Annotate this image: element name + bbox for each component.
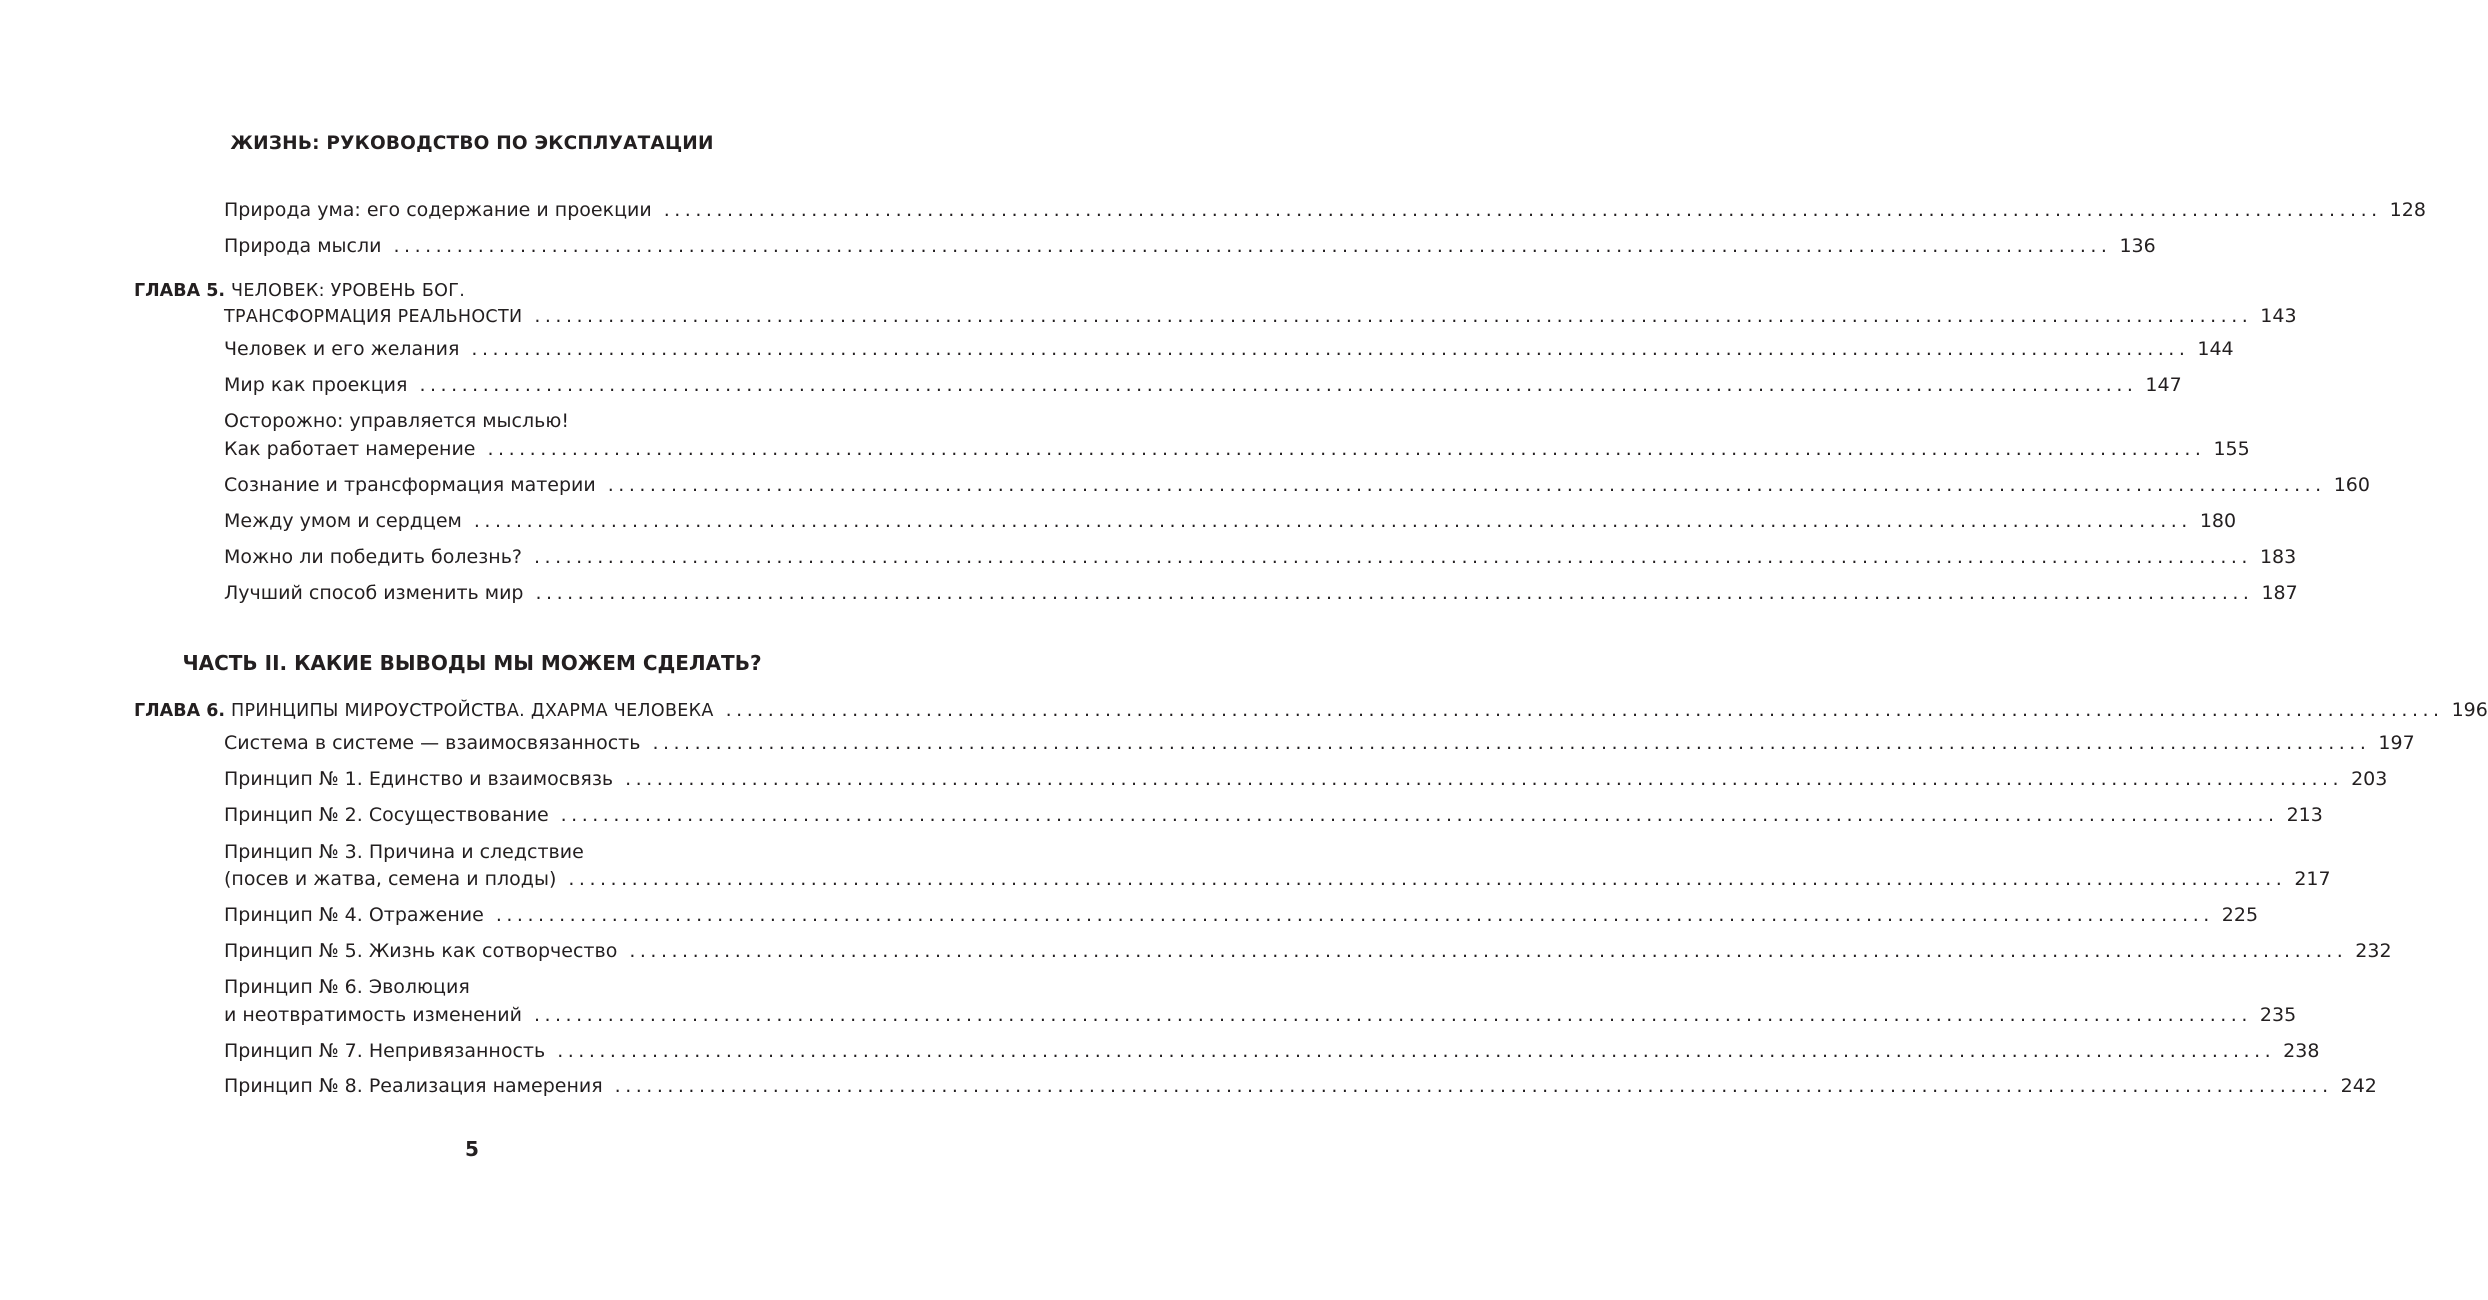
toc-entry-title: Принцип № 1. Единство и взаимосвязь: [224, 768, 614, 790]
chapter-page: 143: [2260, 305, 2297, 327]
toc-entry-page: 180: [2199, 510, 2237, 532]
toc-entry[interactable]: [224, 371, 2182, 399]
toc-entry-page: 235: [2259, 1004, 2297, 1026]
toc-entry-title: Принцип № 4. Отражение: [224, 904, 484, 926]
chapter-title-line1: ЧЕЛОВЕК: УРОВЕНЬ БОГ.: [231, 281, 466, 301]
toc-entry-page: 147: [2145, 374, 2182, 396]
chapter-title-line2: ТРАНСФОРМАЦИЯ РЕАЛЬНОСТИ: [224, 307, 523, 327]
toc-entry-title: Система в системе — взаимосвязанность: [224, 732, 641, 754]
toc-entry-page: 128: [2389, 199, 2426, 221]
dot-leader: ...................................................................................................................................................................: [629, 940, 2348, 962]
toc-entry[interactable]: [224, 1001, 2297, 1029]
toc-entry-page: 203: [2351, 768, 2388, 790]
toc-entry[interactable]: [224, 435, 2250, 463]
toc-entry[interactable]: [224, 1037, 2320, 1065]
toc-entry[interactable]: [224, 937, 2392, 965]
dot-leader: ...................................................................................................................................................................: [535, 582, 2254, 604]
toc-entry-title: Человек и его желания: [224, 338, 460, 360]
toc-entry-title: Природа мысли: [224, 235, 382, 257]
dot-leader: ...................................................................................................................................................................: [495, 904, 2214, 926]
toc-entry-page: 197: [2378, 732, 2415, 754]
toc-entry-title: Лучший способ изменить мир: [224, 582, 524, 604]
dot-leader: ...................................................................................................................................................................: [614, 1075, 2333, 1097]
dot-leader: ...................................................................................................................................................................: [419, 374, 2138, 396]
toc-entry-page: 136: [2119, 235, 2156, 257]
dot-leader: ...................................................................................................................................................................: [473, 510, 2192, 532]
toc-entry[interactable]: [224, 335, 2234, 363]
toc-entry[interactable]: [224, 801, 2323, 829]
toc-entry[interactable]: [224, 865, 2331, 893]
toc-entry-title: Принцип № 5. Жизнь как сотворчество: [224, 940, 618, 962]
toc-entry-page: 225: [2221, 904, 2259, 926]
dot-leader: ...................................................................................................................................................................: [663, 199, 2382, 221]
toc-entry-line1[interactable]: Осторожно: управляется мыслью!: [224, 410, 569, 432]
toc-entry-title: Сознание и трансформация материи: [224, 474, 596, 496]
dot-leader: ...................................................................................................................................................................: [557, 1040, 2276, 1062]
toc-entry-page: 183: [2259, 546, 2297, 568]
running-head: ЖИЗНЬ: РУКОВОДСТВО ПО ЭКСПЛУАТАЦИИ: [230, 133, 714, 154]
chapter-page: 196: [2451, 699, 2488, 721]
chapter-prefix: ГЛАВА 5.: [134, 281, 226, 301]
toc-entry-page: 160: [2333, 474, 2370, 496]
toc-entry-page: 155: [2213, 438, 2250, 460]
page-number: 5: [465, 1137, 479, 1161]
toc-entry[interactable]: [224, 579, 2298, 607]
dot-leader: ...................................................................................................................................................................: [652, 732, 2371, 754]
chapter-prefix: ГЛАВА 6.: [134, 701, 226, 721]
toc-entry-title: Можно ли победить болезнь?: [224, 546, 522, 568]
toc-entry-title: Принцип № 2. Сосуществование: [224, 804, 549, 826]
toc-entry-title: Как работает намерение: [224, 438, 476, 460]
toc-entry-title: (посев и жатва, семена и плоды): [224, 868, 557, 890]
dot-leader: ...................................................................................................................................................................: [393, 235, 2112, 257]
chapter-5-title-row[interactable]: [224, 302, 2297, 331]
toc-entry-page: 187: [2261, 582, 2298, 604]
toc-entry-title: Природа ума: его содержание и проекции: [224, 199, 652, 221]
dot-leader: ...................................................................................................................................................................: [533, 1004, 2252, 1026]
dot-leader: ...................................................................................................................................................................: [487, 438, 2206, 460]
toc-entry[interactable]: [224, 471, 2370, 499]
toc-entry-page: 217: [2294, 868, 2331, 890]
chapter-5-heading[interactable]: [134, 276, 465, 305]
toc-entry-title: и неотвратимость изменений: [224, 1004, 522, 1026]
toc-entry-page: 232: [2355, 940, 2392, 962]
toc-entry[interactable]: [224, 1072, 2377, 1100]
toc-entry-title: Принцип № 8. Реализация намерения: [224, 1075, 603, 1097]
toc-entry-title: Мир как проекция: [224, 374, 408, 396]
toc-entry[interactable]: [224, 729, 2415, 757]
dot-leader: ...................................................................................................................................................................: [534, 305, 2253, 327]
toc-entry-title: Между умом и сердцем: [224, 510, 462, 532]
dot-leader: ...................................................................................................................................................................: [568, 868, 2287, 890]
toc-entry-page: 144: [2197, 338, 2234, 360]
toc-entry-line1[interactable]: Принцип № 6. Эволюция: [224, 976, 470, 998]
toc-entry[interactable]: [224, 901, 2259, 929]
dot-leader: ...................................................................................................................................................................: [607, 474, 2326, 496]
dot-leader: ...................................................................................................................................................................: [533, 546, 2252, 568]
toc-entry[interactable]: [224, 543, 2297, 571]
dot-leader: ...................................................................................................................................................................: [560, 804, 2279, 826]
toc-entry[interactable]: [224, 196, 2426, 224]
toc-entry-title: Принцип № 7. Непривязанность: [224, 1040, 546, 1062]
chapter-6-heading[interactable]: [134, 696, 2488, 725]
toc-entry-page: 242: [2340, 1075, 2377, 1097]
toc-entry[interactable]: [224, 507, 2237, 535]
dot-leader: ...................................................................................................................................................................: [625, 768, 2344, 790]
toc-entry[interactable]: [224, 232, 2156, 260]
toc-entry-page: 238: [2283, 1040, 2320, 1062]
dot-leader: ...................................................................................................................................................................: [471, 338, 2190, 360]
toc-entry[interactable]: [224, 765, 2388, 793]
chapter-title: ПРИНЦИПЫ МИРОУСТРОЙСТВА. ДХАРМА ЧЕЛОВЕКА: [231, 701, 714, 721]
toc-entry-line1[interactable]: Принцип № 3. Причина и следствие: [224, 841, 584, 863]
toc-entry-page: 213: [2286, 804, 2323, 826]
part-2-title[interactable]: ЧАСТЬ II. КАКИЕ ВЫВОДЫ МЫ МОЖЕМ СДЕЛАТЬ?: [182, 651, 762, 675]
dot-leader: ...................................................................................................................................................................: [725, 699, 2444, 721]
